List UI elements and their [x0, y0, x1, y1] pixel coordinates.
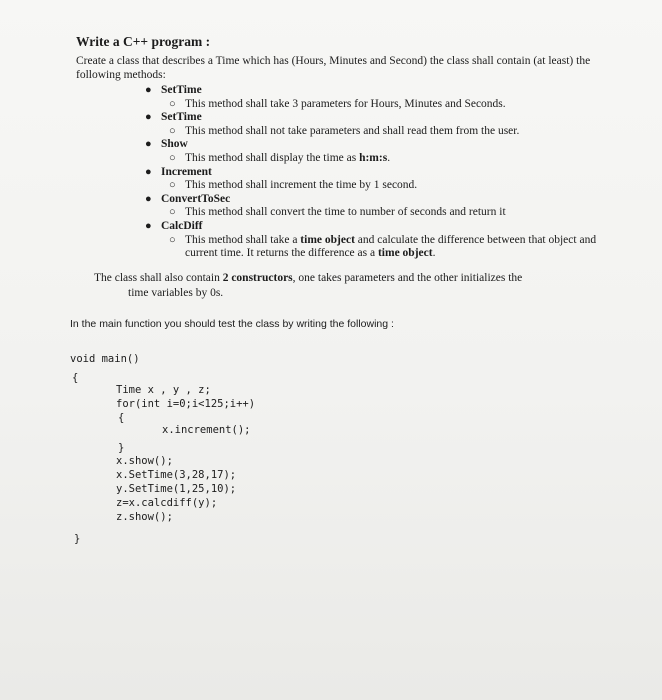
methods-list — [145, 84, 625, 261]
method-description — [161, 206, 625, 220]
method-item-increment — [145, 166, 625, 193]
intro-paragraph: Create a class that describes a Time which has (Hours, Minutes and Second) the class shall contain (at least) the following methods: — [76, 55, 591, 81]
bullet-icon: ● — [145, 84, 152, 96]
bullet-icon: ● — [145, 192, 152, 205]
method-name: Show — [161, 138, 188, 151]
constructors-text: The class shall also contain — [94, 272, 223, 284]
code-for-loop: for(int i=0;i<125;i++) — [116, 398, 256, 410]
method-name: SetTime — [161, 84, 202, 96]
method-description-text: . — [432, 247, 436, 260]
method-name: SetTime — [161, 111, 202, 124]
code-open-brace: { — [72, 372, 79, 384]
circle-bullet-icon: ○ — [169, 97, 176, 110]
bullet-icon: ● — [145, 165, 152, 178]
circle-bullet-icon: ○ — [169, 233, 176, 246]
method-item-show — [145, 138, 625, 165]
method-description-text: This method shall increment the time by 1 second. — [185, 179, 418, 192]
constructors-line-1 — [94, 271, 639, 286]
method-name: CalcDiff — [161, 219, 203, 232]
method-item-settime-user — [145, 111, 625, 138]
method-item-converttosec — [145, 193, 625, 220]
code-show-call: x.show(); — [116, 455, 173, 467]
constructors-bold-text: 2 constructors — [222, 272, 293, 284]
code-settime-x: x.SetTime(3,28,17); — [116, 469, 237, 481]
method-item-calcdiff — [145, 220, 625, 261]
constructors-paragraph — [94, 271, 639, 301]
method-description-text: This method shall display the time as — [185, 151, 360, 164]
code-calcdiff: z=x.calcdiff(y); — [116, 497, 218, 509]
code-loop-open-brace: { — [118, 412, 125, 424]
code-close-brace: } — [74, 533, 81, 545]
code-signature: void main() — [70, 353, 140, 365]
method-description-text: This method shall take 3 parameters for Hours, Minutes and Seconds. — [185, 97, 506, 110]
code-show-z: z.show(); — [116, 511, 173, 523]
method-description-text: This method shall not take parameters and shall read them from the user. — [185, 124, 520, 137]
bullet-icon: ● — [145, 219, 152, 232]
method-item-settime — [145, 84, 625, 111]
method-description — [161, 125, 625, 139]
circle-bullet-icon: ○ — [169, 206, 176, 219]
method-description-text: This method shall take a — [185, 233, 301, 246]
bullet-icon: ● — [145, 138, 152, 151]
circle-bullet-icon: ○ — [169, 124, 176, 137]
method-name: Increment — [161, 165, 212, 178]
method-description — [161, 234, 625, 261]
method-description-text: . — [387, 151, 391, 164]
main-instruction: In the main function you should test the class by writing the following : — [70, 318, 394, 330]
code-declaration: Time x , y , z; — [116, 384, 211, 396]
method-description — [161, 179, 625, 193]
circle-bullet-icon: ○ — [169, 179, 176, 192]
time-object-text: time object — [300, 233, 355, 246]
method-description — [161, 152, 625, 166]
method-description-text: This method shall convert the time to number of seconds and return it — [185, 206, 506, 219]
time-object-text: time object — [377, 247, 433, 260]
method-name: ConvertToSec — [161, 192, 231, 205]
bullet-icon: ● — [145, 111, 152, 124]
method-description-text: and calculate the difference between that object and current time. It returns the difference as a — [185, 233, 597, 260]
circle-bullet-icon: ○ — [169, 151, 176, 164]
code-loop-body: x.increment(); — [162, 424, 251, 436]
time-format-text: h:m:s — [359, 151, 388, 164]
constructors-line-2: time variables by 0s. — [128, 287, 224, 299]
constructors-text: , one takes parameters and the other initializes the — [292, 272, 523, 284]
assignment-title: Write a C++ program : — [76, 34, 211, 49]
code-loop-close-brace: } — [118, 442, 125, 454]
code-settime-y: y.SetTime(1,25,10); — [116, 483, 237, 495]
method-description — [161, 98, 625, 112]
